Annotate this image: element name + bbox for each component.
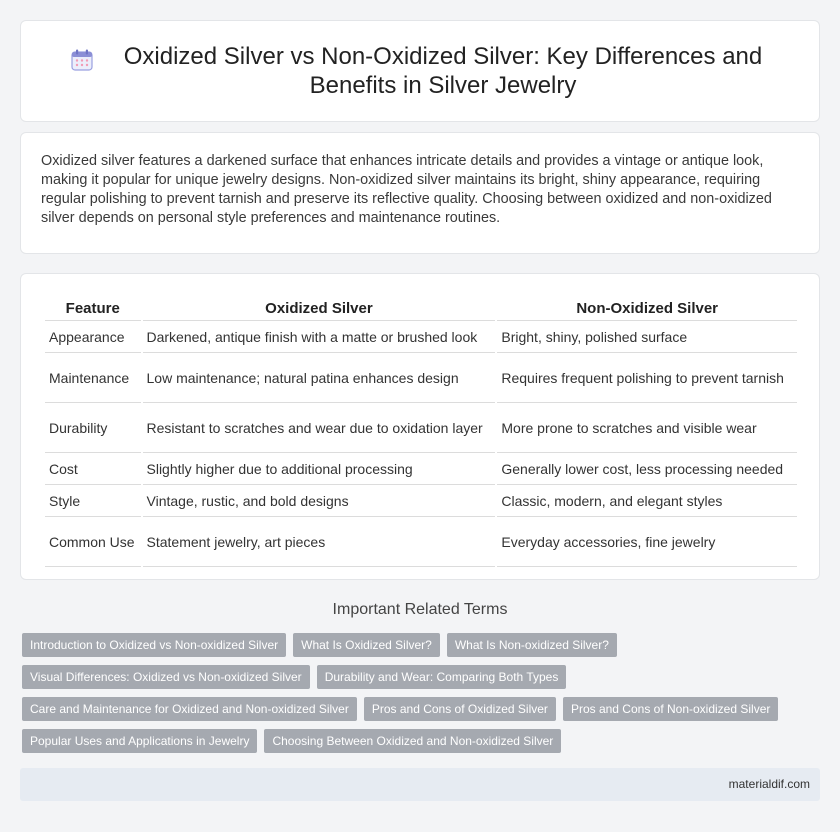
table-row bbox=[45, 453, 797, 485]
non-oxidized-cell: Classic, modern, and elegant styles bbox=[497, 485, 797, 517]
feature-cell: Common Use bbox=[45, 517, 141, 567]
site-name[interactable]: materialdif.com bbox=[728, 777, 810, 791]
non-oxidized-cell: Requires frequent polishing to prevent tarnish bbox=[497, 353, 797, 403]
related-term-tag[interactable]: Pros and Cons of Non-oxidized Silver bbox=[563, 697, 778, 721]
header bbox=[70, 42, 770, 100]
related-term-tag[interactable]: Introduction to Oxidized vs Non-oxidized Silver bbox=[22, 633, 286, 657]
feature-cell: Cost bbox=[45, 453, 141, 485]
oxidized-cell: Low maintenance; natural patina enhances design bbox=[143, 353, 496, 403]
table-row bbox=[45, 403, 797, 453]
non-oxidized-cell: Everyday accessories, fine jewelry bbox=[497, 517, 797, 567]
related-term-tag[interactable]: Visual Differences: Oxidized vs Non-oxidized Silver bbox=[22, 665, 310, 689]
feature-cell: Appearance bbox=[45, 321, 141, 353]
related-term-tag[interactable]: Pros and Cons of Oxidized Silver bbox=[364, 697, 556, 721]
non-oxidized-cell: Generally lower cost, less processing needed bbox=[497, 453, 797, 485]
related-term-tag[interactable]: What Is Non-oxidized Silver? bbox=[447, 633, 617, 657]
table-header-row bbox=[45, 294, 797, 321]
header-card bbox=[20, 20, 820, 122]
feature-cell: Style bbox=[45, 485, 141, 517]
feature-cell: Durability bbox=[45, 403, 141, 453]
related-term-tag[interactable]: What Is Oxidized Silver? bbox=[293, 633, 440, 657]
oxidized-cell: Slightly higher due to additional processing bbox=[143, 453, 496, 485]
related-term-tag[interactable]: Popular Uses and Applications in Jewelry bbox=[22, 729, 257, 753]
oxidized-cell: Darkened, antique finish with a matte or brushed look bbox=[143, 321, 496, 353]
header-oxidized: Oxidized Silver bbox=[143, 294, 496, 321]
intro-paragraph: Oxidized silver features a darkened surface that enhances intricate details and provides a vintage or antique look, making it popular for unique jewelry designs. Non-oxidized silver maintains its bright, shiny appearance, requiring regular polishing to prevent tarnish and preserve its reflective quality. Choosing between oxidized and non-oxidized silver depends on personal style preferences and maintenance routines. bbox=[41, 153, 772, 226]
oxidized-cell: Vintage, rustic, and bold designs bbox=[143, 485, 496, 517]
table-row bbox=[45, 485, 797, 517]
non-oxidized-cell: Bright, shiny, polished surface bbox=[497, 321, 797, 353]
table-row bbox=[45, 517, 797, 567]
related-term-tag[interactable]: Durability and Wear: Comparing Both Types bbox=[317, 665, 567, 689]
comparison-table bbox=[43, 294, 799, 567]
feature-cell: Maintenance bbox=[45, 353, 141, 403]
header-non-oxidized: Non-Oxidized Silver bbox=[497, 294, 797, 321]
footer bbox=[20, 768, 820, 801]
oxidized-cell: Resistant to scratches and wear due to oxidation layer bbox=[143, 403, 496, 453]
oxidized-cell: Statement jewelry, art pieces bbox=[143, 517, 496, 567]
intro-card bbox=[20, 132, 820, 254]
related-terms-list bbox=[22, 633, 822, 761]
related-term-tag[interactable]: Care and Maintenance for Oxidized and Non-oxidized Silver bbox=[22, 697, 357, 721]
table-row bbox=[45, 321, 797, 353]
header-feature: Feature bbox=[45, 294, 141, 321]
non-oxidized-cell: More prone to scratches and visible wear bbox=[497, 403, 797, 453]
related-term-tag[interactable]: Choosing Between Oxidized and Non-oxidized Silver bbox=[264, 729, 561, 753]
page-title: Oxidized Silver vs Non-Oxidized Silver: Key Differences and Benefits in Silver Jewelry bbox=[123, 43, 763, 99]
comparison-card bbox=[20, 273, 820, 580]
related-terms-heading: Important Related Terms bbox=[332, 601, 508, 618]
calendar-icon bbox=[70, 48, 94, 72]
table-row bbox=[45, 353, 797, 403]
